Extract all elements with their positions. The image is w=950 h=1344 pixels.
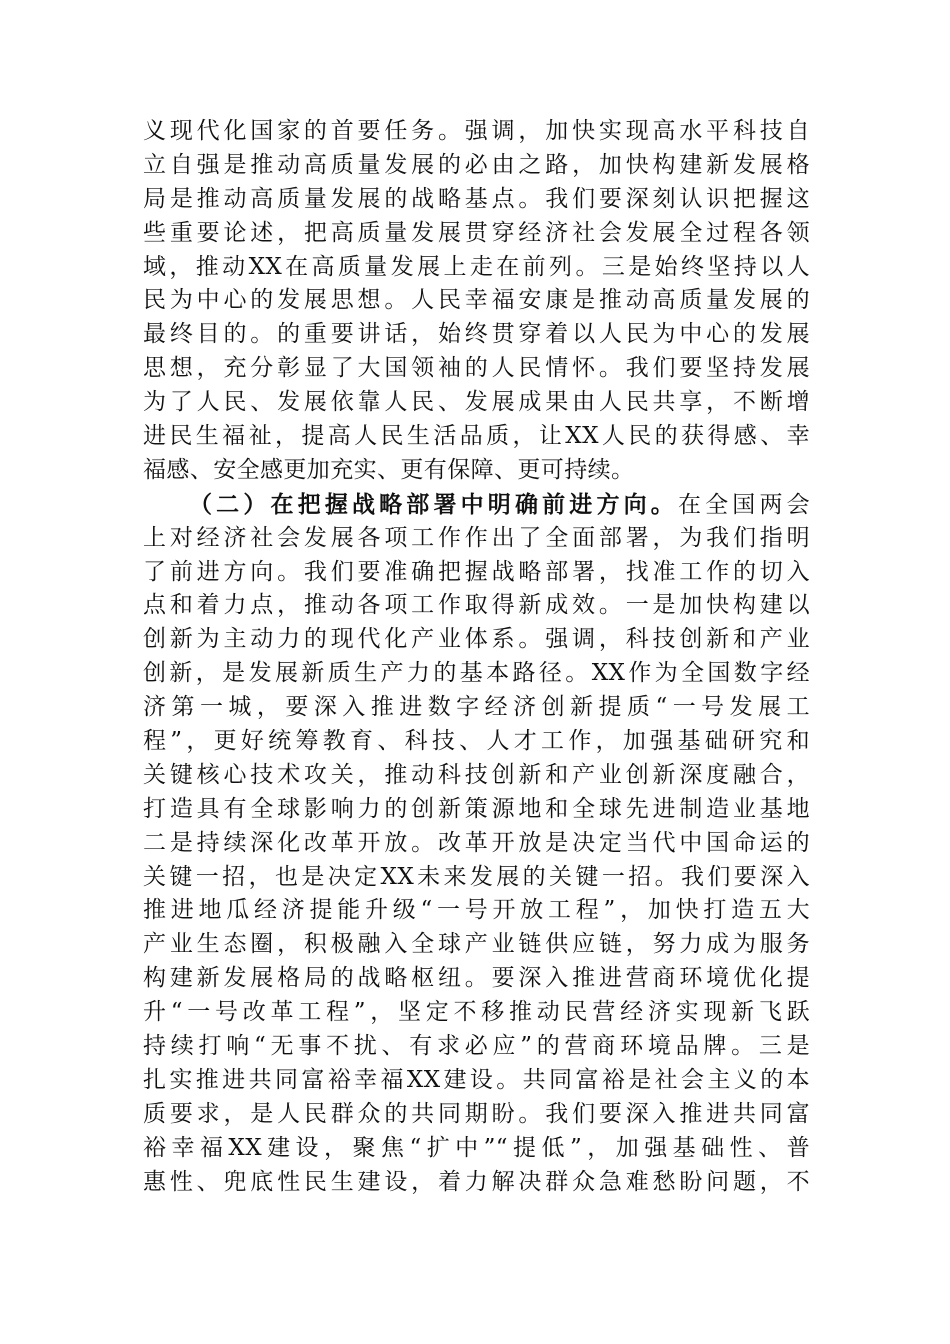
text-line: 局是推动高质量发展的战略基点。我们要深刻认识把握这 [143,185,810,212]
text-line: 了前进方向。我们要准确把握战略部署，找准工作的切入 [143,558,810,585]
text-line: 程”，更好统筹教育、科技、人才工作，加强基础研究和 [143,728,810,755]
text-line: 最终目的。的重要讲话，始终贯穿着以人民为中心的发展 [143,321,810,348]
text-line: 关键核心技术攻关，推动科技创新和产业创新深度融合， [143,761,810,788]
text-line: 域，推动XX在高质量发展上走在前列。三是始终坚持以人 [143,253,810,280]
text-line: 构建新发展格局的战略枢纽。要深入推进营商环境优化提 [143,965,810,992]
text-line: 二是持续深化改革开放。改革开放是决定当代中国命运的 [143,829,810,856]
text-line: 推进地瓜经济提能升级“一号开放工程”，加快打造五大 [143,897,810,924]
text-line: 扎实推进共同富裕幸福XX建设。共同富裕是社会主义的本 [143,1066,810,1093]
text-line: 裕幸福XX建设，聚焦“扩中”“提低”，加强基础性、普 [143,1134,810,1161]
text-line: 进民生福祉，提高人民生活品质，让XX人民的获得感、幸 [143,423,810,450]
text-line: 上对经济社会发展各项工作作出了全面部署，为我们指明 [143,524,810,551]
body-text [143,115,810,1200]
text-line: 创新为主动力的现代化产业体系。强调，科技创新和产业 [143,626,810,653]
text-line: 产业生态圈，积极融入全球产业链供应链，努力成为服务 [143,931,810,958]
text-line: 点和着力点，推动各项工作取得新成效。一是加快构建以 [143,592,810,619]
text-line: 为了人民、发展依靠人民、发展成果由人民共享，不断增 [143,389,810,416]
text-line: 持续打响“无事不扰、有求必应”的营商环境品牌。三是 [143,1033,810,1060]
text-line: 民为中心的发展思想。人民幸福安康是推动高质量发展的 [143,287,810,314]
text-line: 立自强是推动高质量发展的必由之路，加快构建新发展格 [143,151,810,178]
text-line: 惠性、兜底性民生建设，着力解决群众急难愁盼问题，不 [143,1168,810,1195]
text-line: 义现代化国家的首要任务。强调，加快实现高水平科技自 [143,118,810,144]
text-line: 质要求，是人民群众的共同期盼。我们要深入推进共同富 [143,1100,810,1127]
section-heading: （二）在把握战略部署中明确前进方向。 [189,490,678,518]
text-line: 升“一号改革工程”，坚定不移推动民营经济实现新飞跃 [143,999,810,1026]
text-line: 关键一招，也是决定XX未来发展的关键一招。我们要深入 [143,863,810,890]
text-line: 思想，充分彰显了大国领袖的人民情怀。我们要坚持发展 [143,355,810,382]
text-line: 打造具有全球影响力的创新策源地和全球先进制造业基地 [143,795,810,822]
section-heading-rest: 在全国两会 [677,491,810,518]
section-heading-line [143,488,810,522]
text-line: 创新，是发展新质生产力的基本路径。XX作为全国数字经 [143,660,810,687]
text-line: 济第一城，要深入推进数字经济创新提质“一号发展工 [143,694,810,721]
text-line: 福感、安全感更加充实、更有保障、更可持续。 [143,456,635,483]
text-line: 些重要论述，把高质量发展贯穿经济社会发展全过程各领 [143,219,810,246]
